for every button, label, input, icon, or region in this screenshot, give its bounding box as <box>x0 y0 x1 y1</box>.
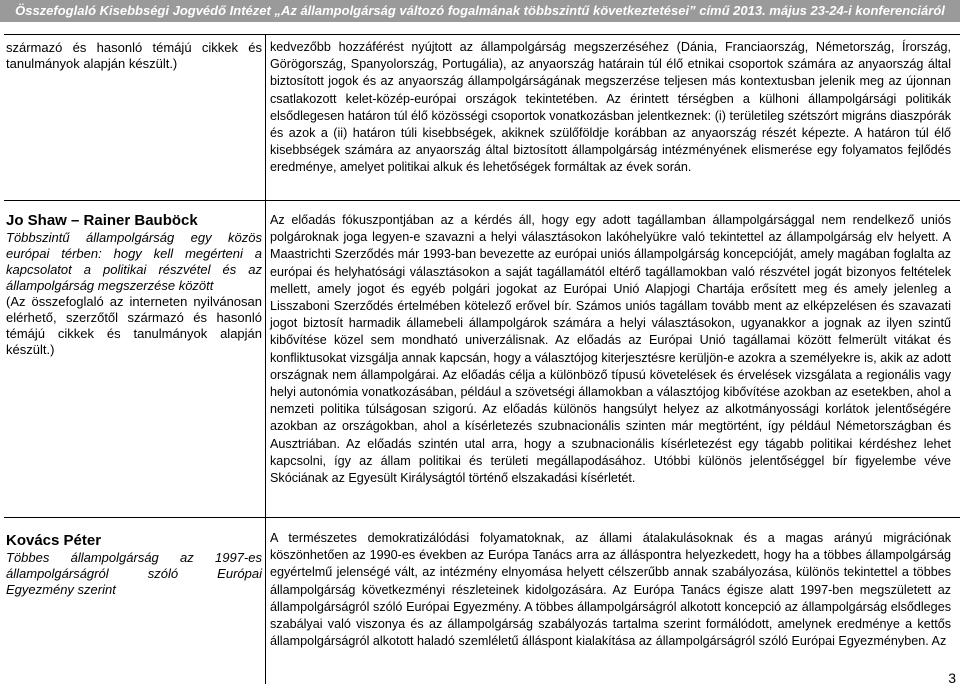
row3-left-cell <box>6 532 262 598</box>
source-note: származó és hasonló témájú cikkek és tanulmányok alapján készült.) <box>6 40 262 71</box>
row-divider <box>4 34 960 35</box>
column-divider <box>265 34 266 684</box>
body-paragraph: Az előadás fókuszpontjában az a kérdés áll, hogy egy adott tagállamban állampolgársággal nem rendelkező uniós polgároknak joga legyen-e szavazni a helyi választásokon lakóhelyükre való tekintettel az állampolgárság elv helyett. A Maastrichti Szerződés már 1993-ban bevezette az európai uniós állampolgárság koncepcióját, amely magában foglalta az európai és helyhatósági választásokon a saját tagállamától eltérő tagállamokban való részvétel jogát bizonyos feltételek mellett, amely jogot és egyéb polgári jogokat az Európai Unió Alapjogi Chartája erősített meg és amely jelenleg a Lisszaboni Szerződés értelmében kötelező erővel bír. Számos uniós tagállam tovább ment az elképzelésen és szavazati jogot biztosít harmadik államebeli állampolgárok számára a helyi választásokon, ugyanakkor a jognak az ilyen szintű kibővítése közel sem mondható univerzálisnak. Az előadás az Európai Unió tagállamai között felmerült vitákat és konfliktusokat vizsgálja annak kapcsán, hogy a választójog kiterjesztésre kerüljön-e azokra a személyekre is, akik az adott országnak nem állampolgárai. Az előadás célja a különböző típusú követelések és érvelések vizsgálata a regionális vagy helyi autonómia vonatkozásában, például a szövetségi államokban a választójog kibővítése azokban az esetekben, ahol a nemzeti politika túlságosan szigorú. Az előadás különös hangsúlyt helyez az alkotmányossági korlátok jelentőségére azokban az országokban, ahol a kísérletezés szubnacionális szinten már megtörtént, így például Németországban és Ausztriában. Az előadás szintén utal arra, hogy a szubnacionális kísérletezést egy tágabb politikai kérdéshez lehet kapcsolni, így az állam politikai és területi megállapodásához. Utóbbi különös jelentőséggel bír figyelembe véve Skóciának az Egyesült Királyságtól történő elszakadási kísérletét. <box>270 213 951 486</box>
page-number: 3 <box>948 670 956 686</box>
row1-left-cell <box>6 40 262 72</box>
talk-title: Többes állampolgárság az 1997-es állampolgárságról szóló Európai Egyezmény szerint <box>6 550 262 597</box>
row-divider <box>4 200 960 201</box>
running-header: Összefoglaló Kisebbségi Jogvédő Intézet „Az állampolgárság változó fogalmának többszintű következtetései” című 2013. május 23-24-i konferenciáról <box>0 0 960 22</box>
row1-right-cell <box>270 39 951 177</box>
talk-title: Többszintű állampolgárság egy közös európai térben: hogy kell megérteni a kapcsolatot a politikai részvétel és az állampolgárság megszerzése között <box>6 230 262 293</box>
row2-left-cell <box>6 212 262 358</box>
row2-right-cell <box>270 212 951 487</box>
author-name: Jo Shaw – Rainer Bauböck <box>6 212 198 229</box>
body-paragraph: A természetes demokratizálódási folyamatoknak, az állami átalakulásoknak és a magas arányú migrációnak köszönhetően az 1990-es években az Európa Tanács arra az álláspontra helyezkedett, hogy ha a többes állampolgárság egyértelmű jelenségé vált, az intézmény elnyomása helyett célszerűbb annak szabályozása, különös tekintettel a többes állampolgárság következményi részleteinek kidolgozására. Az Európa Tanács égisze alatt 1997-ben megszületett az állampolgárságról szóló Európai Egyezmény. A többes állampolgárságról alkotott koncepció az állampolgárság elsődleges szabályai való viszonya és az állampolgárság szabályozás tartalma szerint formálódott, amelynek eredménye a kettős állampolgárságról alkotott haladó szemléletű álláspont kialakítása az állampolgárságról szóló Európai Egyezményben. Az <box>270 531 951 649</box>
row3-right-cell <box>270 530 951 650</box>
source-note: (Az összefoglaló az interneten nyilvánosan elérhető, szerzőtől származó és hasonló témájú cikkek és tanulmányok alapján készült.) <box>6 294 262 357</box>
author-name: Kovács Péter <box>6 532 102 549</box>
row-divider <box>4 517 960 518</box>
body-paragraph: kedvezőbb hozzáférést nyújtott az állampolgárság megszerzéséhez (Dánia, Franciaország, Németország, Írország, Görögország, Spanyolország, Portugália), az anyaország határain túl élő etnikai csoportok számára az anyaország által biztosított jogok és az anyaország állampolgárságának megszerzése teljesen más kontextusban jelenik meg az újonnan csatlakozott kelet-közép-európai országok tekintetében. Az érintett térségben a külhoni állampolgársági politikák elsődlegesen határon túl élő közösségi csoportok vonatkozásban jelentkeznek: (i) területileg szétszórt migráns diaszpórák és azok a (ii) határon túli kisebbségek, akiknek szülőföldje korábban az anyaország részét képezte. A határon túl élő kisebbségek számára az anyaország által biztosított állampolgárság intézményének elismerése egy folyamatos fejlődés eredménye, amelyet politikai alkuk és lehetőségek formáltak az évek során. <box>270 40 951 175</box>
